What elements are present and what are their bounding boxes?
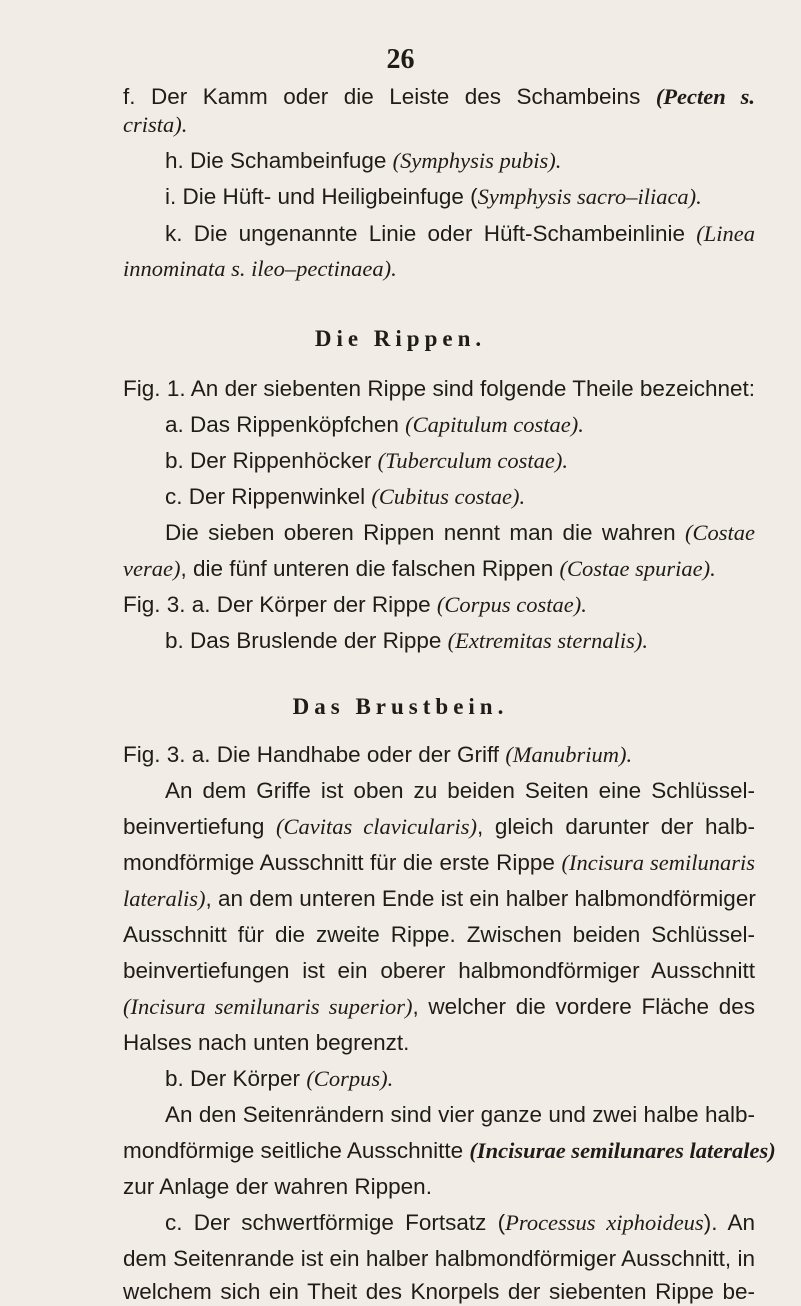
item-i: i. Die Hüft- und Heiligbeinfuge (Symphysis sacro–iliaca).	[165, 184, 702, 209]
brustbein-p1-line-8: Halses nach unten begrenzt.	[123, 1030, 410, 1055]
brustbein-item-c-line-1: c. Der schwertförmige Fortsatz (Processus xiphoideus). An	[165, 1210, 755, 1235]
rippen-wahren-line-2: verae), die fünf unteren die falschen Rippen (Costae spuriae).	[123, 556, 716, 581]
rippen-fig3: Fig. 3. a. Der Körper der Rippe (Corpus costae).	[123, 592, 587, 617]
item-h: h. Die Schambeinfuge (Symphysis pubis).	[165, 148, 562, 173]
brustbein-p2-line-2: mondförmige seitliche Ausschnitte (Incisurae semilunares laterales)	[123, 1138, 776, 1163]
item-f-line-2: crista).	[123, 112, 188, 137]
brustbein-item-c-line-2: dem Seitenrande ist ein halber halbmondförmiger Ausschnitt, in	[123, 1246, 755, 1271]
item-f-line-1: f. Der Kamm oder die Leiste des Schambeins (Pecten s.	[123, 84, 756, 109]
rippen-fig1: Fig. 1. An der siebenten Rippe sind folgende Theile bezeichnet:	[123, 376, 755, 401]
brustbein-p1-line-2: beinvertiefung (Cavitas clavicularis), gleich darunter der halb-	[123, 814, 755, 839]
brustbein-p2-line-1: An den Seitenrändern sind vier ganze und zwei halbe halb-	[165, 1102, 755, 1127]
rippen-item-a: a. Das Rippenköpfchen (Capitulum costae).	[165, 412, 584, 437]
rippen-item-b2: b. Das Bruslende der Rippe (Extremitas sternalis).	[165, 628, 649, 653]
brustbein-fig3: Fig. 3. a. Die Handhabe oder der Griff (Manubrium).	[123, 742, 633, 767]
page-number: 26	[386, 44, 415, 75]
item-k-line-1: k. Die ungenannte Linie oder Hüft-Schambeinlinie (Linea	[165, 221, 755, 246]
brustbein-p1-line-7: (Incisura semilunaris superior), welcher die vordere Fläche des	[123, 994, 755, 1019]
rippen-item-c: c. Der Rippenwinkel (Cubitus costae).	[165, 484, 526, 509]
brustbein-p2-line-3: zur Anlage der wahren Rippen.	[123, 1174, 432, 1199]
brustbein-item-c-line-3: welchem sich ein Theit des Knorpels der siebenten Rippe be-	[123, 1279, 755, 1304]
brustbein-p1-line-6: beinvertiefungen ist ein oberer halbmondförmiger Ausschnitt	[123, 958, 755, 983]
brustbein-p1-line-1: An dem Griffe ist oben zu beiden Seiten eine Schlüssel-	[165, 778, 755, 803]
brustbein-p1-line-3: mondförmige Ausschnitt für die erste Rippe (Incisura semilunaris	[123, 850, 755, 875]
rippen-item-b: b. Der Rippenhöcker (Tuberculum costae).	[165, 448, 568, 473]
section-heading-brustbein: Das Brustbein.	[292, 694, 509, 719]
rippen-wahren-line-1: Die sieben oberen Rippen nennt man die wahren (Costae	[165, 520, 755, 545]
brustbein-item-b: b. Der Körper (Corpus).	[165, 1066, 394, 1091]
brustbein-p1-line-4: lateralis), an dem unteren Ende ist ein halber halbmondförmiger	[123, 886, 756, 911]
section-heading-rippen: Die Rippen.	[314, 326, 487, 351]
item-k-line-2: innominata s. ileo–pectinaea).	[123, 256, 397, 281]
brustbein-p1-line-5: Ausschnitt für die zweite Rippe. Zwischen beiden Schlüssel-	[123, 922, 755, 947]
